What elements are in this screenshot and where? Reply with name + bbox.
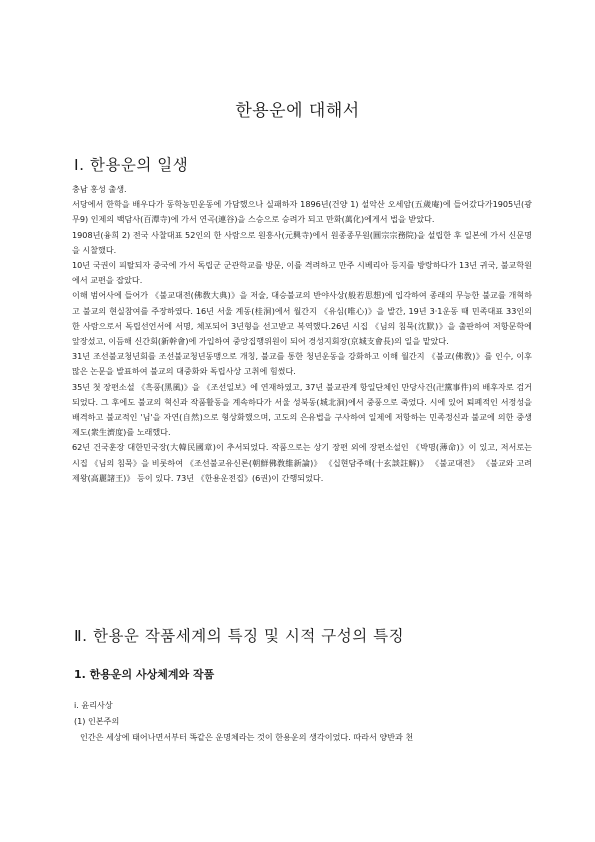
paragraph: 35년 첫 장편소설 《흑풍(黑風)》을 《조선일보》에 연재하였고, 37년 불교관계 항일단체인 만당사건(卍黨事件)의 배후자로 검거되었다. 그 후에도 불교의 혁신과 작품활동을 계속하다가 서울 성북동(城北洞)에서 중풍으로 죽었다. 시에 있어 퇴폐적인 서정성을 배격하고 불교적인 '님'을 자연(自然)으로 형상화했으며, 고도의 은유법을 구사하여 일제에 저항하는 민족정신과 불교에 의한 중생제도(衆生濟度)를 노래했다. <box>72 381 532 438</box>
paragraph: 31년 조선불교청년회를 조선불교청년동맹으로 개칭, 불교를 통한 청년운동을 강화하고 이해 월간지 《불교(佛敎)》를 인수, 이후 많은 논문을 발표하여 불교의 대중화와 독립사상 고취에 힘썼다. <box>72 351 532 377</box>
subitem-label: (1) 인본주의 <box>74 716 120 726</box>
paragraph: 10년 국권이 피탈되자 중국에 가서 독립군 군관학교를 방문, 이를 격려하고 만주 시베리아 등지를 방랑하다가 13년 귀국, 불교학원에서 교편을 잡았다. <box>72 260 532 286</box>
section-heading-1: Ⅰ. 한용운의 일생 <box>74 156 189 174</box>
sub-heading: 1. 한용운의 사상체계와 작품 <box>74 668 215 681</box>
paragraph: 이해 범어사에 들어가 《불교대전(佛敎大典)》을 저술, 대승불교의 반야사상(般若思想)에 입각하여 종래의 무능한 불교를 개혁하고 불교의 현실참여를 주장하였다. 16년 서울 계동(桂洞)에서 월간지 《유심(唯心)》을 발간, 19년 3·1운동 때 민족대표 33인의 한 사람으로서 독립선언서에 서명, 체포되어 3년형을 선고받고 복역했다.26년 시집 《님의 침묵(沈默)》을 출판하여 저항문학에 앞장섰고, 이듬해 신간회(新幹會)에 가입하여 중앙집행위원이 되어 경성지회장(京城支會長)의 일을 맡았다. <box>72 290 532 347</box>
paragraph: 1908년(융희 2) 전국 사찰대표 52인의 한 사람으로 원흥사(元興寺)에서 원종종무원(圓宗宗務院)을 설립한 후 일본에 가서 신문명을 시찰했다. <box>72 229 532 255</box>
paragraph: 서당에서 한학을 배우다가 동학농민운동에 가담했으나 실패하자 1896년(건양 1) 설악산 오세암(五歲庵)에 들어갔다가1905년(광무9) 인제의 백담사(百潭寺)에 가서 연곡(連谷)을 스승으로 승려가 되고 만화(萬化)에게서 법을 받았다. <box>72 199 532 225</box>
document-title: 한용운에 대해서 <box>235 101 360 121</box>
section-heading-2: Ⅱ. 한용운 작품세계의 특징 및 시적 구성의 특징 <box>74 627 405 645</box>
item-label: ⅰ. 윤리사상 <box>74 700 113 710</box>
paragraph: 충남 홍성 출생. <box>72 184 127 194</box>
paragraph: 62년 건국훈장 대한민국장(大韓民國章)이 추서되었다. 작품으로는 상기 장편 외에 장편소설인 《박명(薄命)》이 있고, 저서로는 시집 《님의 침묵》을 비롯하여 《조선불교유신론(朝鮮佛敎維新論)》 《십현담주해(十玄談註解)》 《불교대전》 《불교와 고려제왕(高麗諸王)》 등이 있다. 73년 《한용운전집》(6권)이 간행되었다. <box>72 442 532 483</box>
section-1-body <box>72 182 532 486</box>
paragraph: 인간은 세상에 태어나면서부터 똑같은 운명체라는 것이 한용운의 생각이었다. 따라서 양반과 천 <box>80 732 414 742</box>
